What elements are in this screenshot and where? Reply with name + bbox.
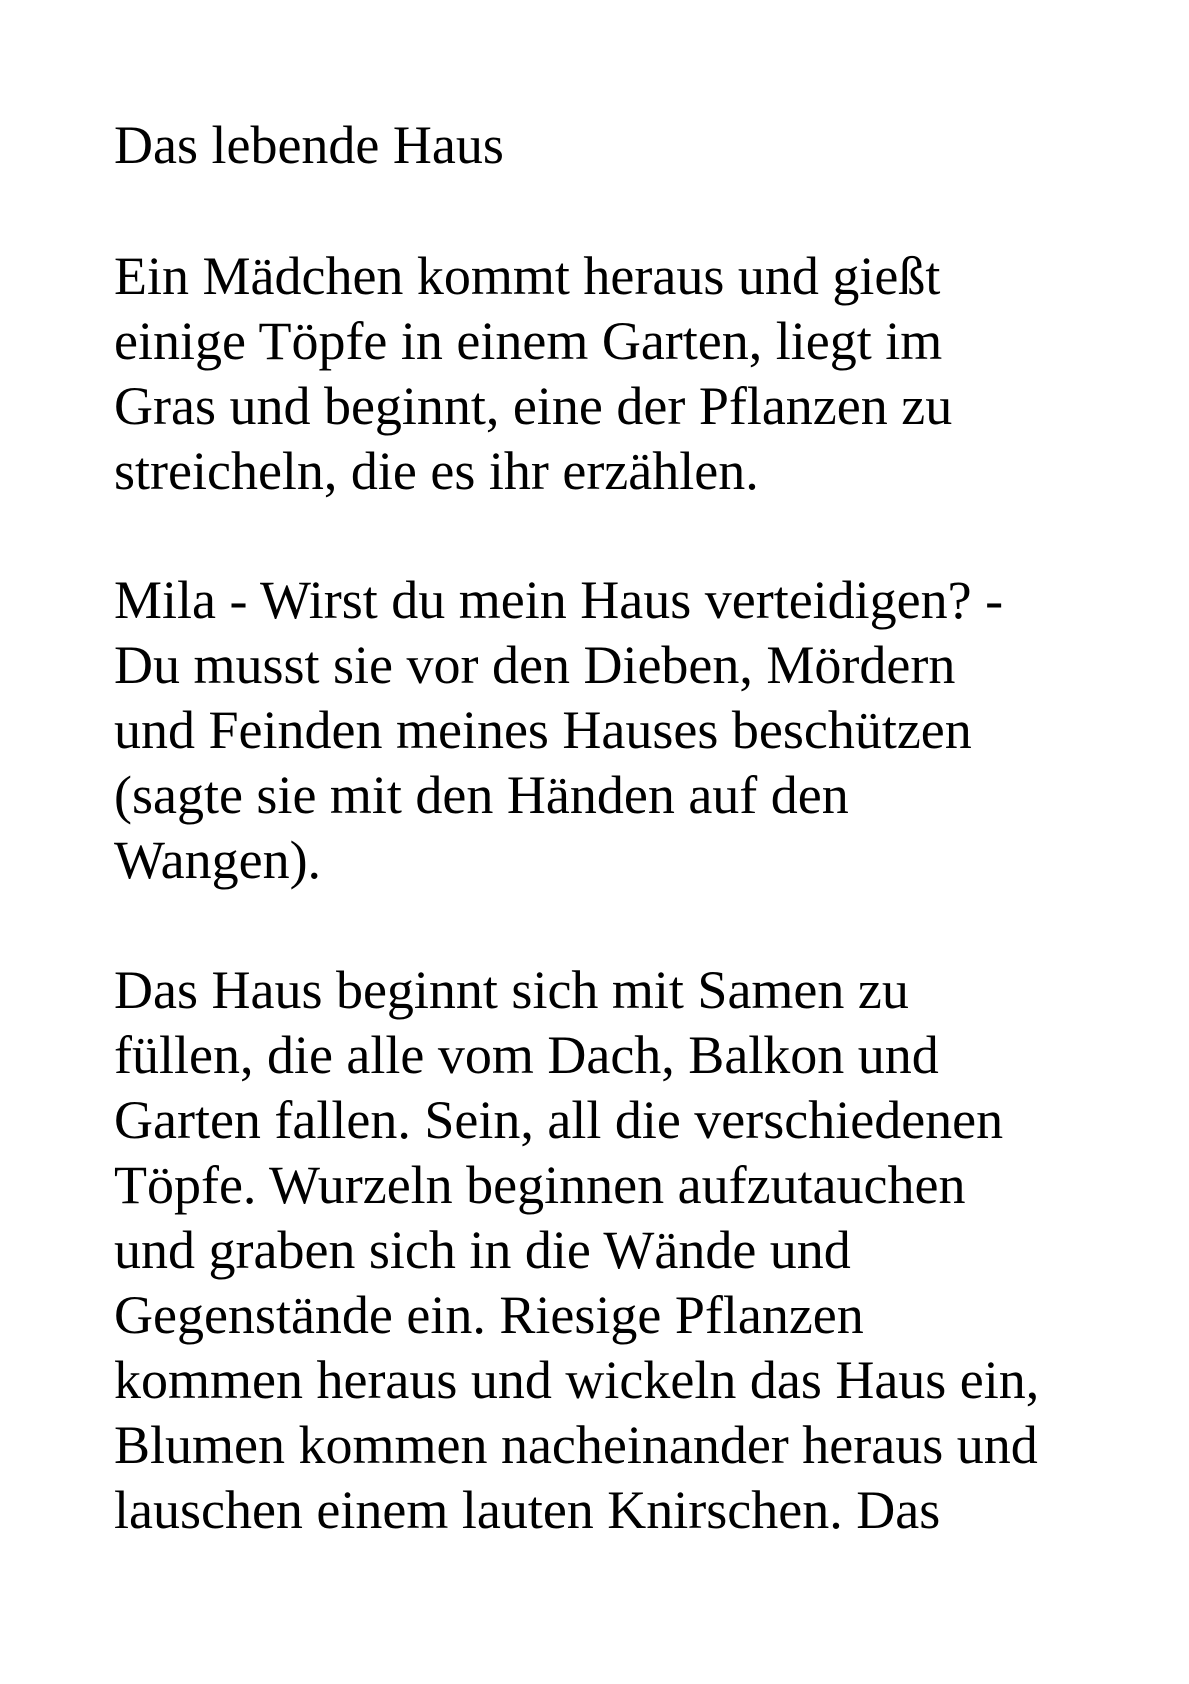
paragraph-line: lauschen einem lauten Knirschen. Das <box>114 1480 941 1540</box>
paragraph-2 <box>114 568 1114 893</box>
paragraph-line: und Feinden meines Hauses beschützen <box>114 700 972 760</box>
paragraph-line: einige Töpfe in einem Garten, liegt im <box>114 311 943 371</box>
paragraph-line: kommen heraus und wickeln das Haus ein, <box>114 1350 1040 1410</box>
paragraph-line: Töpfe. Wurzeln beginnen aufzutauchen <box>114 1155 966 1215</box>
title-text: Das lebende Haus <box>114 115 504 175</box>
paragraph-line: Gegenstände ein. Riesige Pflanzen <box>114 1285 864 1345</box>
paragraph-line: (sagte sie mit den Händen auf den <box>114 765 849 825</box>
paragraph-line: Mila - Wirst du mein Haus verteidigen? - <box>114 570 1004 630</box>
paragraph-line: Blumen kommen nacheinander heraus und <box>114 1415 1038 1475</box>
paragraph-line: Gras und beginnt, eine der Pflanzen zu <box>114 376 953 436</box>
document-title <box>114 113 1114 178</box>
paragraph-line: Das Haus beginnt sich mit Samen zu <box>114 960 909 1020</box>
paragraph-3 <box>114 958 1114 1543</box>
paragraph-line: Du musst sie vor den Dieben, Mördern <box>114 635 956 695</box>
paragraph-line: Ein Mädchen kommt heraus und gießt <box>114 246 941 306</box>
paragraph-1 <box>114 244 1114 504</box>
paragraph-line: Garten fallen. Sein, all die verschiedenen <box>114 1090 1004 1150</box>
paragraph-line: füllen, die alle vom Dach, Balkon und <box>114 1025 939 1085</box>
paragraph-line: streicheln, die es ihr erzählen. <box>114 441 759 501</box>
paragraph-line: Wangen). <box>114 830 322 890</box>
paragraph-line: und graben sich in die Wände und <box>114 1220 851 1280</box>
